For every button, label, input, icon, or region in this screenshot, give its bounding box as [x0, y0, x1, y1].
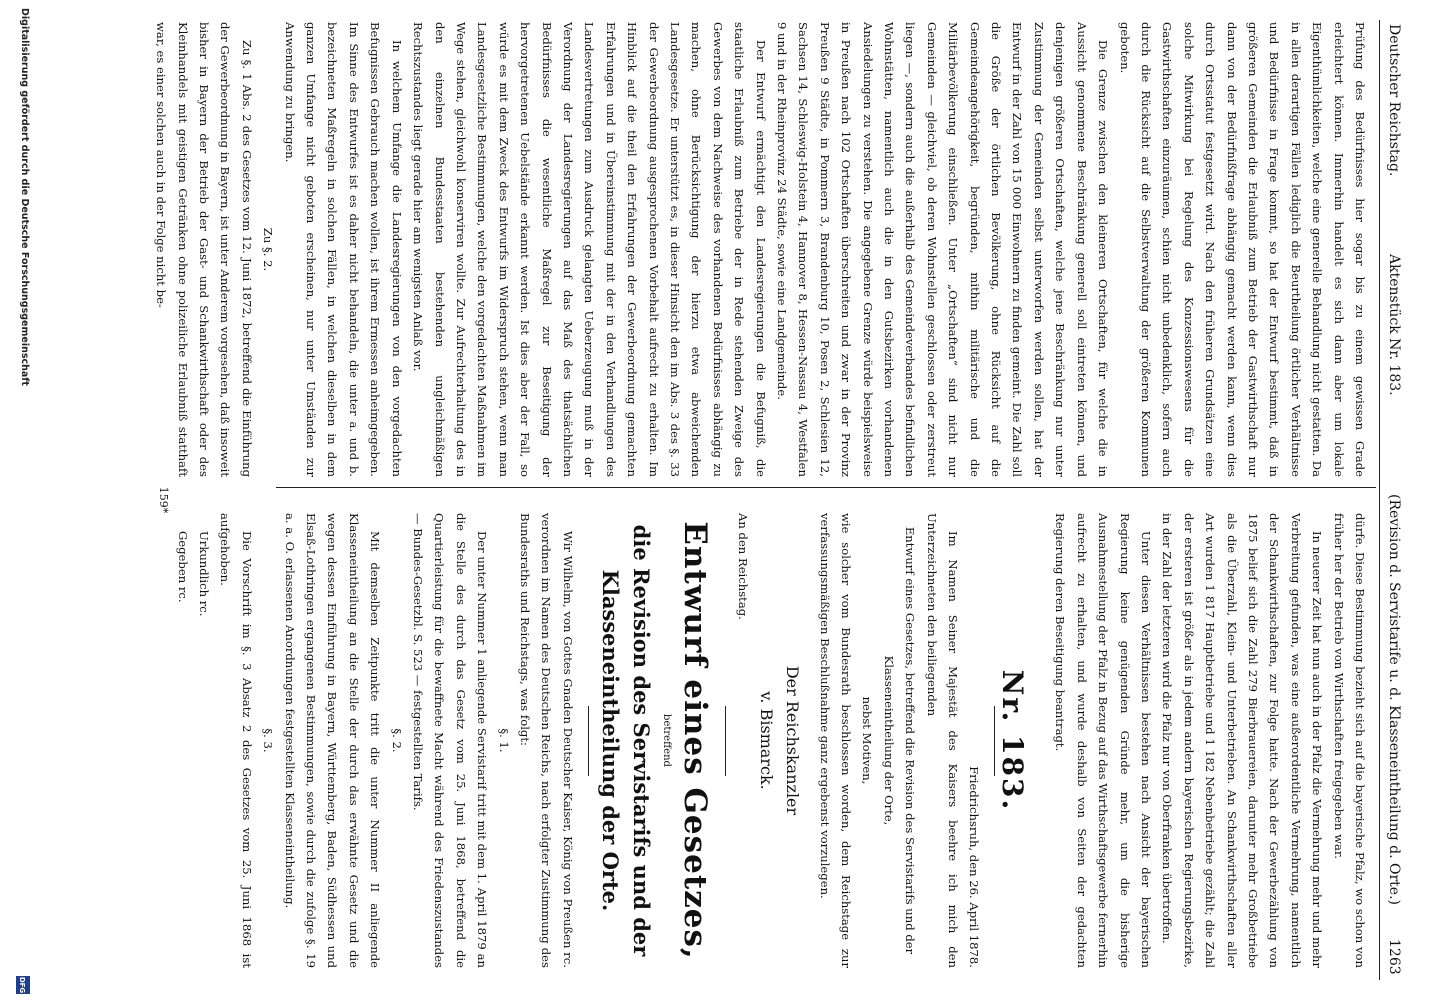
preamble: Wir Wilhelm, von Gottes Gnaden Deutscher Kaiser, König von Preußen rc. verordnen im Namen des Deutschen Reichs, nach erfolgter Zustimmung des Bundesraths und Reichstags, was folgt: [518, 513, 575, 968]
header-rule [1379, 20, 1380, 980]
closing-gegeben: Gegeben rc. [175, 531, 190, 603]
right-paragraph-1: dürfe. Diese Bestimmung bezieht sich auf die bayerische Pfalz, wo schon von früher her der Betrieb von Wirthschaften freigegeben war. [1331, 513, 1367, 968]
left-paragraph-4: In welchem Umfange die Landesregierungen von den vorgedachten Befugnissen Gebrauch machen wollen, ist ihrem Ermessen anheimgegeben. Im Sinne des Entwurfes ist es daher nicht behandeln, die unter a. und b. bezeichneten Maßregeln in solchen Fällen, in welchen dieselben in dem ganzen Umfange nicht geboten erscheinen, nur unter Umständen zur Anwendung zu bringen. [282, 22, 404, 477]
letter-closing: wie solcher vom Bundesrath beschlossen worden, dem Reichstage zur verfassungsmäßigen Beschlußnahme ganz ergebenst vorzulegen. [817, 513, 854, 968]
section-2-text: Mit demselben Zeitpunkte tritt die unter Nummer II anliegende Klasseneintheilung an die Stelle der durch das erwähnte Gesetz und die wegen dessen Einführung in Bayern, Württemberg, Baden, Südhessen und Elsaß-Lothringen ergangenen Bestimmungen, sowie durch die zufolge §. 19 a. a. O. erlassenen Anordnungen festgestellten Klasseneintheilung. [282, 513, 383, 968]
bill-title: Entwurf eines Gesetzes, [676, 521, 713, 960]
section-2-heading: §. 2. [389, 728, 404, 753]
header-right: (Revision d. Servistarife u. d. Klasseneintheilung d. Orte.) [1386, 494, 1402, 905]
section-1-text: Der unter Nummer 1 anliegende Servistarif tritt mit dem 1. April 1879 an die Stelle des durch das Gesetz vom 25. Juni 1868, betreffend die Quartierleistung für die bewaffnete Macht während des Friedenszustandes — Bundes-Gesetzbl. S. 523 — festgestellten Tarifs. [411, 513, 490, 968]
right-column [171, 513, 1370, 968]
left-paragraph-3: Der Entwurf ermächtigt den Landesregierungen die Befugniß, die staatliche Erlaubniß zum Betriebe der in Rede stehenden Zweige des Gewerbes von dem Nachweise des vorhandenen Bedürfnisses abhängig zu machen, ohne Berücksichtigung der hierzu etwa abweichenden Landesgesetze. Er unterstützt es, in dieser Hinsicht den im Abs. 3 des §. 33 der Gewerbeordnung ausgesprochenen Vorbehalt aufrecht zu erhalten. Im Hinblick auf die theil den Erfahrungen der Gewerbeordnung gemachten Erfahrungen und in Übereinstimmung mit der in den Verhandlungen des Landesvertretungen zum Ausdruck gelangten Ueberzeugung muß in der Verordnung der Landesregierungen auf das Maß des thatsächlichen Bedürfnisses die wesentliche Maßregel zur Beseitigung der hervorgetretenen Uebelstände erkannt werden. Ist dies aber der Fall, so würde es mit dem Zweck des Entwurfs im Widerspruch stehen, wenn man Landesgesetzliche Bestimmungen, welche den vorgedachten Maßnahmen im Wege stehen, gleichwohl konserviren wollte. Zur Aufrechterhaltung des in den einzelnen Bundesstaaten bestehenden ungleichmäßigen Rechtszustandes liegt gerade hier am wenigsten Anlaß vor. [411, 22, 768, 477]
header-left: Deutscher Reichstag. [1386, 24, 1402, 177]
header-middle: Aktenstück Nr. 183. [1386, 254, 1402, 396]
left-paragraph-1: Prüfung des Bedürfnisses hier sogar bis zu einem gewissen Grade erleichtert können. Immerhin handelt es sich dann aber um lokale Eigenthümlichkeiten, welche eine generelle Behandlung nicht gestatten. Da in allen derartigen Fällen lediglich die Beurtheilung örtlicher Verhältnisse und Bedürfnisse in Frage kommt, so hat der Entwurf bestimmt, daß in größeren Gemeinden die Erlaubniß zum Betrieb der Gastwirthschaft nur dann von der Bedürfnißfrage abhängig gemacht werden kann, wenn dies durch Ortsstatut festgesetzt wird. Nach den früheren Grundsätzen eine solche Mitwirkung bei Regelung des Konzessionswesens für die Gastwirthschaften einzuräumen, schien nicht unbedenklich, sofern auch durch die Rücksicht auf die Selbstverwaltung der größeren Kommunen geboten. [1117, 22, 1367, 477]
running-header [1380, 24, 1402, 980]
letter-text: Im Namen Seiner Majestät des Kaisers beehre ich mich den Unterzeichneten den beiliegenden [924, 513, 961, 968]
section-3-heading: §. 3. [261, 728, 276, 753]
column-divider [276, 487, 1376, 488]
dateline: Friedrichsruh, den 26. April 1878. [967, 766, 982, 968]
subtitle-rule [588, 706, 589, 776]
header-page-number: 1263 [1386, 939, 1402, 975]
title-rule [725, 706, 726, 776]
digitization-footer [10, 0, 34, 1000]
right-paragraph-2: In neuerer Zeit hat nun auch in der Pfalz die Vermehrung mehr und mehr Verbreitung gefunden, was eine außerordentliche Vermehrung, namentlich der Schankwirthschaften, zur Folge hatte. Nach der Gewerbezählung von 1875 belief sich die Zahl 279 Bierbrauereien, darunter mehr Großbetriebe als die Überzahl, Klein- und Unterbetrieben. An Schankwirthschaften aller Art wurden 1 817 Hauptbetriebe und 1 182 Nebenbetriebe gezählt; die Zahl der ersteren ist größer als in jedem andern bayerischen Regierungsbezirke, in der Zahl der letzteren wird die Pfalz nur von Oberfranken übertroffen. [1160, 513, 1325, 968]
closing-urkundlich: Urkundlich rc. [196, 531, 211, 617]
bill-betreffend: betreffend [660, 714, 672, 767]
section-1-heading: §. 1. [496, 728, 511, 753]
right-paragraph-3: Unter diesen Verhältnissen bestehen nach Ansicht der bayerischen Regierung keine genügenden Gründe mehr, um die bisherige Ausnahmestellung der Pfalz in Bezug auf das Wirthschaftsgewerbe fernerhin aufrecht zu erhalten, und wurde deshalb von Seiten der gedachten Regierung deren Beseitigung beantragt. [1053, 513, 1153, 968]
dfg-logo-text: DFG [18, 976, 26, 994]
document-number: Nr. 183. [995, 669, 1029, 812]
bill-subtitle: die Revision des Servistarifs und der Klasseneintheilung der Orte. [597, 524, 654, 957]
section-3-text: Die Vorschrift im §. 3 Absatz 2 des Gesetzes vom 25. Juni 1868 ist aufgehoben. [218, 513, 254, 968]
funding-notice: Digitalisierung gefördert durch die Deutsche Forschungsgemeinschaft [19, 8, 30, 386]
letter-item-title: Entwurf eines Gesetzes, betreffend die Revision des Servistarifs und der Klasseneintheilung der Orte, [881, 526, 918, 955]
dfg-logo-icon [16, 976, 30, 994]
section-heading-zu-2: Zu §. 2. [261, 227, 276, 272]
sheet-number: 159* [157, 486, 170, 514]
left-paragraph-2: Die Grenze zwischen den kleineren Ortschaften, für welche die in Aussicht genommene Beschränkung generell soll eintreten können, und denjenigen größeren Ortschaften, welche jene Beschränkung nur unter Zustimmung der Gemeinden selbst unterworfen werden sollen, hat der Entwurf in der Zahl von 15 000 Einwohnern zu finden gemeint. Die Zahl soll die Größe der örtlichen Bevölkerung, ohne Rücksicht auf die Gemeindeangehörigkeit, begründen, mithin militärische und die Militärbevölkerung einschließen. Unter „Ortschaften“ sind nicht nur Gemeinden — gleichviel, ob deren Wohnstellen geschlossen oder zerstreut liegen —, sondern auch die außerhalb des Gemeindeverbandes befindlichen Wohnstätten, namentlich auch die in den Gutsbezirken vorhandenen Ansiedelungen zu verstehen. Die angegebene Grenze würde beispielsweise in Preußen nach 102 Ortschaften überschreiten und zwar in der Provinz Preußen 9 Städte, in Pommern 3, Brandenburg 10, Posen 2, Schlesien 12, Sachsen 14, Schleswig-Holstein 4, Hannover 8, Hessen-Nassau 4, Westfalen 9 und in der Rheinprovinz 24 Städte, sowie eine Landgemeinde. [775, 22, 1111, 477]
chancellor-name: v. Bismarck. [757, 691, 777, 790]
letter-item-motives: nebst Motiven, [860, 696, 875, 785]
left-paragraph-5: Zu §. 1 Abs. 2 des Gesetzes vom 12. Juni 1872, betreffend die Einführung der Gewerbeordnung in Bayern, ist unter Anderem vorgesehen, daß insoweit bisher in Bayern der Betrieb der Gast- und Schankwirthschaft oder des Kleinhandels mit geistigen Getränken ohne polizeiliche Erlaubniß statthaft war, es einer solchen auch in der Folge nicht be- [154, 22, 254, 478]
left-column [150, 22, 1370, 477]
chancellor-title: Der Reichskanzler [783, 665, 803, 816]
addressee: An den Reichstag. [736, 513, 751, 620]
